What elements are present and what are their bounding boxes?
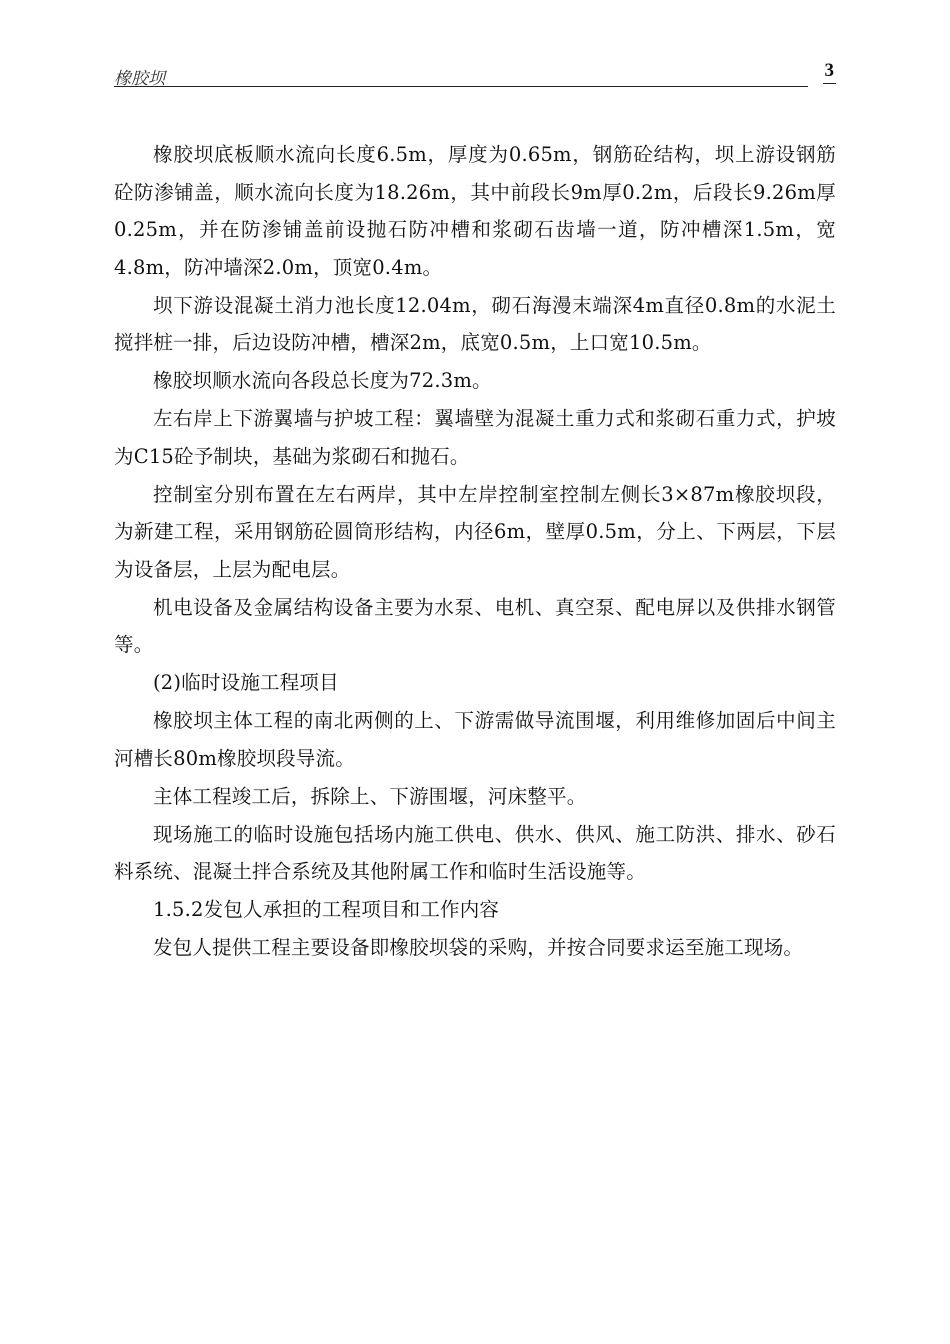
paragraph-employer-supply: 发包人提供工程主要设备即橡胶坝袋的采购，并按合同要求运至施工现场。 <box>153 936 804 959</box>
page-header <box>114 62 836 88</box>
header-rule <box>114 86 808 87</box>
section-heading-employer-items: 1.5.2发包人承担的工程项目和工作内容 <box>153 898 500 921</box>
paragraph-temporary-facilities: 现场施工的临时设施包括场内施工供电、供水、供风、施工防洪、排水、砂石料系统、混凝土拌合系统及其他附属工作和临时生活设施等。 <box>114 822 836 883</box>
paragraph-total-length: 橡胶坝顺水流向各段总长度为72.3m。 <box>153 369 492 392</box>
paragraph-cofferdam: 橡胶坝主体工程的南北两侧的上、下游需做导流围堰，利用维修加固后中间主河槽长80m橡胶坝段导流。 <box>114 709 836 770</box>
page-number: 3 <box>823 60 837 84</box>
paragraph-dam-floor: 橡胶坝底板顺水流向长度6.5m，厚度为0.65m，钢筋砼结构，坝上游设钢筋砼防渗铺盖，顺水流向长度为18.26m，其中前段长9m厚0.2m，后段长9.26m厚0.25m，并在防渗铺盖前设抛石防冲槽和浆砌石齿墙一道，防冲槽深1.5m，宽4.8m，防冲墙深2.0m，顶宽0.4m。 <box>114 143 836 279</box>
section-heading-temporary-works: (2)临时设施工程项目 <box>153 671 339 694</box>
paragraph-control-room: 控制室分别布置在左右两岸，其中左岸控制室控制左侧长3×87m橡胶坝段，为新建工程，采用钢筋砼圆筒形结构，内径6m，壁厚0.5m，分上、下两层，下层为设备层，上层为配电层。 <box>114 482 836 581</box>
paragraph-completion: 主体工程竣工后，拆除上、下游围堰，河床整平。 <box>153 784 587 808</box>
paragraph-equipment: 机电设备及金属结构设备主要为水泵、电机、真空泵、配电屏以及供排水钢管等。 <box>114 595 836 656</box>
paragraph-downstream-basin: 坝下游设混凝土消力池长度12.04m，砌石海漫末端深4m直径0.8m的水泥土搅拌桩一排，后边设防冲槽，槽深2m，底宽0.5m，上口宽10.5m。 <box>114 293 836 354</box>
paragraph-wing-walls: 左右岸上下游翼墙与护坡工程：翼墙壁为混凝土重力式和浆砌石重力式，护坡为C15砼予制块，基础为浆砌石和抛石。 <box>114 407 836 468</box>
header-title: 橡胶坝 <box>114 69 165 89</box>
document-body <box>114 136 836 967</box>
